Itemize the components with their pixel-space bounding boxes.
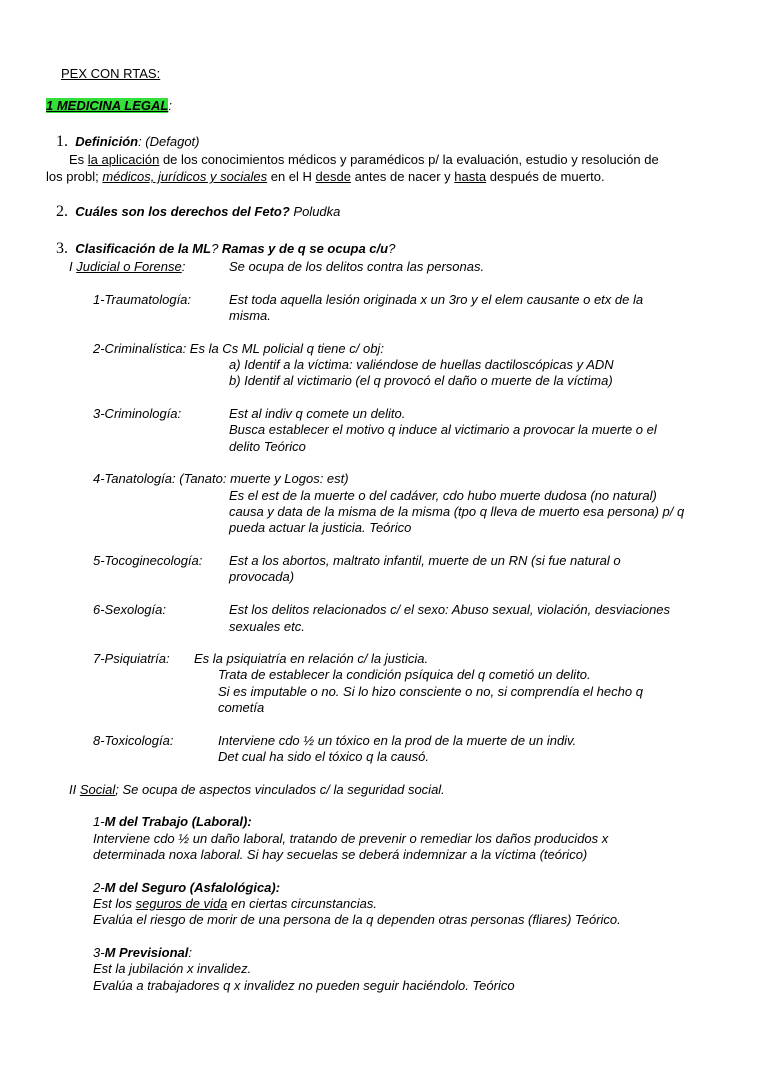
- branch-text: Es la psiquiatría en relación c/ la justicia.: [194, 651, 429, 666]
- branch-toxicologia: 8-Toxicología:: [93, 733, 174, 748]
- text: de los conocimientos médicos y paramédicos p/ la evaluación, estudio y resolución de: [159, 152, 659, 167]
- text: en ciertas circunstancias.: [227, 896, 377, 911]
- underlined-text: médicos, jurídicos y sociales: [102, 169, 268, 184]
- branch-text: provocada): [229, 569, 295, 584]
- branch-criminologia: 3-Criminología:: [93, 406, 182, 421]
- item-text: Est la jubilación x invalidez.: [93, 961, 252, 976]
- branch-text: Est los delitos relacionados c/ el sexo: Abuso sexual, violación, desviaciones: [229, 602, 671, 617]
- branch-sexologia: 6-Sexología:: [93, 602, 166, 617]
- text: los probl;: [46, 169, 103, 184]
- doc-title: PEX CON RTAS:: [61, 66, 161, 81]
- branch-text: Busca establecer el motivo q induce al victimario a provocar la muerte o el: [229, 422, 657, 437]
- branch-text: Si es imputable o no. Si lo hizo consciente o no, si comprendía el hecho q: [218, 684, 643, 699]
- question-number: 1.: [56, 133, 68, 150]
- question-label: Clasificación de la ML: [75, 241, 212, 256]
- branch-text: Est toda aquella lesión originada x un 3ro y el elem causante o etx de la: [229, 292, 644, 307]
- question-number: 3.: [56, 240, 68, 257]
- underlined-text: desde: [315, 169, 351, 184]
- item-number: 1-: [93, 814, 105, 829]
- question-label: Cuáles son los derechos del Feto?: [75, 204, 290, 219]
- judicial-desc: Se ocupa de los delitos contra las personas.: [229, 259, 485, 274]
- social-item-seguro: [93, 880, 280, 896]
- branch-text: Det cual ha sido el tóxico q la causó.: [218, 749, 430, 764]
- definition-line-1: [69, 152, 659, 168]
- branch-psiquiatria: 7-Psiquiatría:: [93, 651, 170, 666]
- item-name: M del Seguro (Asfalológica):: [104, 880, 281, 895]
- branch-text: a) Identif a la víctima: valiéndose de huellas dactiloscópicas y ADN: [229, 357, 614, 372]
- item-name: M del Trabajo (Laboral):: [104, 814, 252, 829]
- branch-text: Est a los abortos, maltrato infantil, muerte de un RN (si fue natural o: [229, 553, 621, 568]
- text: Es: [69, 152, 88, 167]
- branch-group-desc: ; Se ocupa de aspectos vinculados c/ la seguridad social.: [115, 782, 445, 797]
- branch-tanatologia: 4-Tanatología: (Tanato: muerte y Logos: est): [93, 471, 349, 486]
- branch-text: cometía: [218, 700, 265, 715]
- item-text: Interviene cdo ½ un daño laboral, tratando de prevenir o remediar los daños producidos x: [93, 831, 609, 846]
- social-item-previsional: [93, 945, 192, 961]
- colon: :: [181, 259, 186, 274]
- section-colon: :: [168, 98, 172, 113]
- text: Est los: [93, 896, 136, 911]
- roman-numeral: II: [69, 782, 80, 797]
- roman-numeral: I: [69, 259, 77, 274]
- underlined-text: seguros de vida: [135, 896, 228, 911]
- item-text: Evalúa el riesgo de morir de una persona de la q dependen otras personas (fliares) Teórico.: [93, 912, 621, 927]
- item-number: 2-: [93, 880, 105, 895]
- question-source: : (Defagot): [138, 134, 200, 149]
- item-number: 3-: [93, 945, 105, 960]
- text: antes de nacer y: [350, 169, 455, 184]
- question-1: [56, 134, 200, 150]
- item-text: determinada noxa laboral. Si hay secuelas se deberá indemnizar a la víctima (teórico): [93, 847, 588, 862]
- question-3: [56, 241, 395, 257]
- section-heading-medicina-legal: [46, 98, 172, 114]
- branch-text: b) Identif al victimario (el q provocó el daño o muerte de la víctima): [229, 373, 613, 388]
- branch-text: misma.: [229, 308, 271, 323]
- branch-text: Est al indiv q comete un delito.: [229, 406, 406, 421]
- question-number: 2.: [56, 203, 68, 220]
- underlined-text: la aplicación: [87, 152, 160, 167]
- question-mark: ?: [211, 241, 222, 256]
- branch-text: Interviene cdo ½ un tóxico en la prod de la muerte de un indiv.: [218, 733, 577, 748]
- item-text: Evalúa a trabajadores q x invalidez no pueden seguir haciéndolo. Teórico: [93, 978, 515, 993]
- branch-group-name: Judicial o Forense: [76, 259, 182, 274]
- question-source: Poludka: [289, 204, 341, 219]
- question-label: Ramas y de q se ocupa c/u: [221, 241, 389, 256]
- branch-text: delito Teórico: [229, 439, 306, 454]
- branch-traumatologia: 1-Traumatología:: [93, 292, 192, 307]
- branch-text: Trata de establecer la condición psíquica del q cometió un delito.: [218, 667, 591, 682]
- branch-tocoginecologia: 5-Tocoginecología:: [93, 553, 203, 568]
- branch-text: Es el est de la muerte o del cadáver, cdo hubo muerte dudosa (no natural): [229, 488, 657, 503]
- question-2: [56, 204, 340, 220]
- question-mark: ?: [388, 241, 396, 256]
- item-text: [93, 896, 377, 912]
- social-heading: [69, 782, 445, 798]
- branch-text: causa y data de la misma de la misma (tpo q lleva de muerto esa persona) p/ q: [229, 504, 685, 519]
- branch-criminalistica: 2-Criminalística: Es la Cs ML policial q tiene c/ obj:: [93, 341, 384, 356]
- text: después de muerto.: [486, 169, 605, 184]
- item-name: M Previsional: [104, 945, 189, 960]
- definition-line-2: [46, 169, 605, 185]
- question-label: Definición: [75, 134, 139, 149]
- branch-text: pueda actuar la justicia. Teórico: [229, 520, 412, 535]
- section-label: 1 MEDICINA LEGAL: [46, 98, 169, 113]
- colon: :: [188, 945, 192, 960]
- text: en el H: [267, 169, 316, 184]
- branch-text: sexuales etc.: [229, 619, 305, 634]
- judicial-heading: [69, 259, 185, 275]
- branch-group-name: Social: [79, 782, 116, 797]
- social-item-trabajo: [93, 814, 252, 830]
- underlined-text: hasta: [454, 169, 487, 184]
